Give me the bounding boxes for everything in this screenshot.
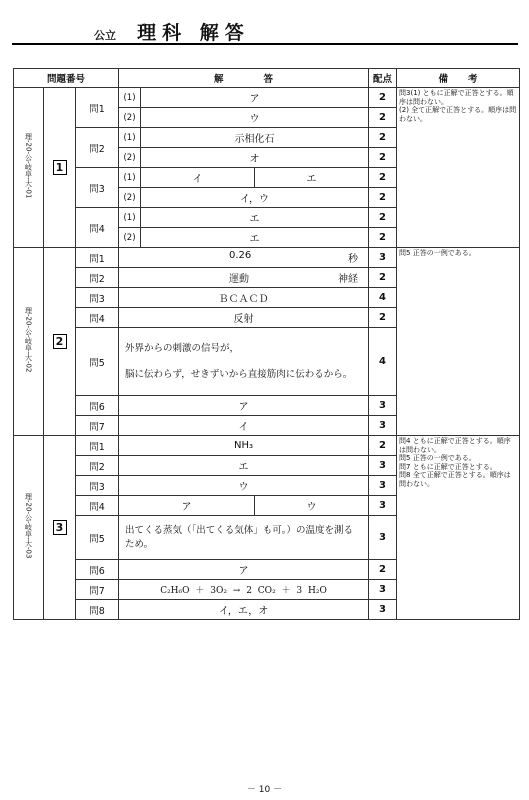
remarks-cell [397, 248, 520, 436]
score-cell: 3 [369, 248, 397, 268]
page-header [94, 18, 250, 45]
title-underline [12, 43, 518, 45]
question-label: 問8 [76, 600, 119, 620]
remark-line: 問5 正答の一例である。 [399, 454, 476, 463]
answer-cell-right: エ [255, 168, 369, 188]
question-label: 問4 [76, 308, 119, 328]
header-score: 配点 [369, 69, 397, 88]
question-label: 問1 [76, 248, 119, 268]
remark-line: 問5 正答の一例である。 [399, 249, 476, 257]
question-label: 問5 [76, 516, 119, 560]
score-cell: 3 [369, 456, 397, 476]
score-cell: 2 [369, 88, 397, 108]
score-cell: 3 [369, 580, 397, 600]
exam-kind: 公立 [94, 29, 116, 42]
score-cell: 2 [369, 268, 397, 288]
answer-value: 運動 [229, 274, 250, 285]
score-cell: 3 [369, 396, 397, 416]
sub-label: (1) [119, 128, 141, 148]
answer-unit: 秒 [348, 254, 359, 265]
remarks-cell [397, 436, 520, 620]
answer-unit: 神経 [338, 274, 359, 285]
sub-label: (1) [119, 88, 141, 108]
section-code: 理-20-公-岐阜-大-03 [14, 436, 44, 620]
question-label: 問5 [76, 328, 119, 396]
remark-line: (2) 全て正解で正答とする。順序は問わない。 [399, 106, 517, 123]
table-row [14, 436, 520, 456]
score-cell: 2 [369, 188, 397, 208]
question-label: 問6 [76, 560, 119, 580]
answer-cell-right: ウ [255, 496, 369, 516]
sub-label: (2) [119, 188, 141, 208]
sub-label: (2) [119, 148, 141, 168]
score-cell: 2 [369, 208, 397, 228]
score-cell: 2 [369, 168, 397, 188]
answer-cell: NH₃ [119, 436, 369, 456]
sub-label: (2) [119, 228, 141, 248]
answer-cell: 示相化石 [141, 128, 369, 148]
answer-value: 0.26 [229, 250, 252, 261]
question-label: 問3 [76, 476, 119, 496]
question-label: 問3 [76, 288, 119, 308]
question-label: 問4 [76, 496, 119, 516]
question-label: 問7 [76, 580, 119, 600]
answer-cell-left: イ [141, 168, 255, 188]
table-row [14, 248, 520, 268]
answer-cell: イ [119, 416, 369, 436]
page-title: 理科 解答 [137, 22, 250, 44]
answer-cell: イ，ウ [141, 188, 369, 208]
header-remarks: 備考 [397, 69, 520, 88]
question-label: 問1 [76, 436, 119, 456]
answer-cell: エ [141, 208, 369, 228]
answer-cell: オ [141, 148, 369, 168]
score-cell: 2 [369, 560, 397, 580]
sub-label: (2) [119, 108, 141, 128]
section-number: 2 [44, 248, 76, 436]
header-answer: 解答 [119, 69, 369, 88]
answer-cell: ウ [119, 476, 369, 496]
score-cell: 2 [369, 108, 397, 128]
remark-line: 問3(1) ともに正解で正答とする。順序は問わない。 [399, 89, 514, 106]
answer-table [13, 68, 520, 620]
score-cell: 2 [369, 128, 397, 148]
remarks-cell [397, 88, 520, 248]
score-cell: 3 [369, 416, 397, 436]
question-label: 問7 [76, 416, 119, 436]
remark-line: 問4 ともに正解で正答とする。順序は問わない。 [399, 437, 511, 454]
answer-cell [119, 328, 369, 396]
score-cell: 4 [369, 328, 397, 396]
answer-cell: ＢＣＡＣＤ [119, 288, 369, 308]
header-question-number: 問題番号 [14, 69, 119, 88]
score-cell: 3 [369, 516, 397, 560]
score-cell: 2 [369, 308, 397, 328]
answer-cell: 反射 [119, 308, 369, 328]
answer-cell: ア [141, 88, 369, 108]
remark-line: 問8 全て正解で正答とする。順序は問わない。 [399, 471, 511, 488]
answer-line: 外界からの刺激の信号が， [125, 342, 240, 354]
question-label: 問2 [76, 128, 119, 168]
score-cell: 3 [369, 600, 397, 620]
answer-cell: エ [119, 456, 369, 476]
section-code: 理-20-公-岐阜-大-02 [14, 248, 44, 436]
chemical-equation: C₂H₆O ＋ 3O₂ → 2 CO₂ ＋ 3 H₂O [119, 580, 369, 600]
sub-label: (1) [119, 208, 141, 228]
question-label: 問2 [76, 456, 119, 476]
answer-cell: ア [119, 560, 369, 580]
score-cell: 2 [369, 228, 397, 248]
answer-cell: イ，エ，オ [119, 600, 369, 620]
section-number: 1 [44, 88, 76, 248]
question-label: 問4 [76, 208, 119, 248]
remark-line: 問7 ともに正解で正答とする。 [399, 462, 497, 471]
answer-cell: エ [141, 228, 369, 248]
answer-cell [119, 268, 369, 288]
score-cell: 2 [369, 436, 397, 456]
question-label: 問1 [76, 88, 119, 128]
answer-cell [119, 248, 369, 268]
score-cell: 4 [369, 288, 397, 308]
score-cell: 3 [369, 496, 397, 516]
answer-line: 脳に伝わらず，せきずいから直接筋肉に伝わるから。 [125, 368, 353, 380]
score-cell: 2 [369, 148, 397, 168]
answer-cell: 出てくる蒸気（「出てくる気体」も可。）の温度を測るため。 [119, 516, 369, 560]
answer-cell: ア [119, 396, 369, 416]
section-number: 3 [44, 436, 76, 620]
answer-cell-left: ア [119, 496, 255, 516]
sub-label: (1) [119, 168, 141, 188]
question-label: 問3 [76, 168, 119, 208]
score-cell: 3 [369, 476, 397, 496]
question-label: 問2 [76, 268, 119, 288]
answer-cell: ウ [141, 108, 369, 128]
question-label: 問6 [76, 396, 119, 416]
section-code: 理-20-公-岐阜-大-01 [14, 88, 44, 248]
page-number: － 10 － [246, 785, 283, 795]
table-row [14, 88, 520, 108]
table-header [14, 69, 520, 88]
